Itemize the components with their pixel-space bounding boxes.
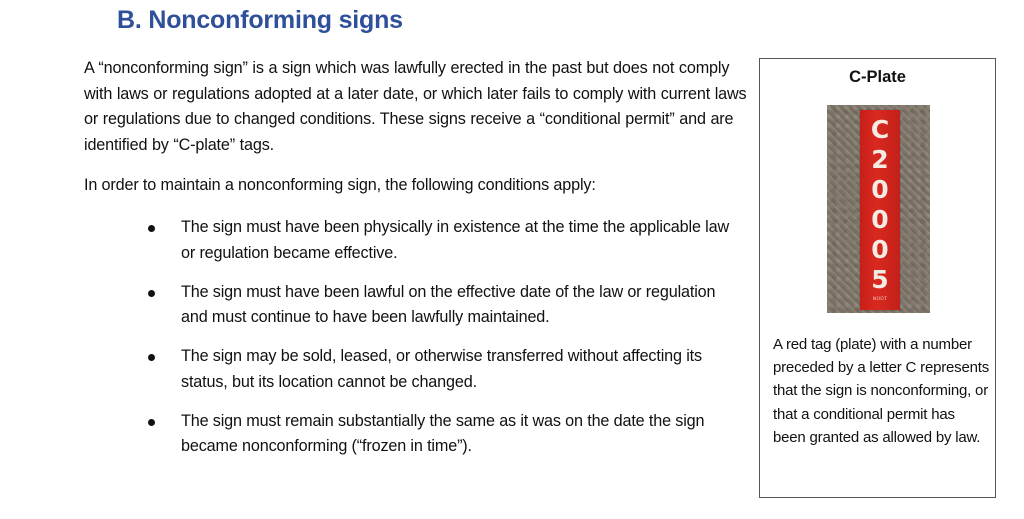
condition-item [146,215,746,266]
c-plate-photo [827,105,930,313]
sidebox-caption: A red tag (plate) with a number preceded by a letter C represents that the sign is nonconforming, or that a conditional permit has been granted as allowed by law. [773,336,990,446]
bullet-icon [148,354,155,361]
conditions-lead: In order to maintain a nonconforming sign, the following conditions apply: [84,176,596,194]
red-plate-tag [860,110,900,310]
intro-paragraph: A “nonconforming sign” is a sign which was lawfully erected in the past but does not comply with laws or regulations adopted at a later date, or which later fails to comply with current laws or regulations due to changed conditions. These signs receive a “conditional permit” and are identified by “C-plate” tags. [84,59,747,154]
condition-item [146,409,746,460]
condition-item [146,280,746,331]
condition-text: The sign must remain substantially the same as it was on the date the sign became nonconforming (“frozen in time”). [181,411,705,455]
bullet-icon [148,290,155,297]
plate-character: 0 [871,235,889,264]
plate-character: C [870,115,890,144]
plate-character: 5 [871,265,889,294]
condition-text: The sign must have been physically in existence at the time the applicable law or regulation became effective. [181,218,729,262]
condition-item [146,344,746,395]
condition-text: The sign may be sold, leased, or otherwise transferred without affecting its status, but its location cannot be changed. [181,347,702,391]
bullet-icon [148,225,155,232]
condition-text: The sign must have been lawful on the effective date of the law or regulation and must continue to have been lawfully maintained. [181,282,716,326]
plate-character: 0 [871,175,889,204]
plate-character: 2 [871,145,889,174]
conditions-list [146,215,746,473]
section-heading: B. Nonconforming signs [117,6,403,34]
plate-small-text: NOOT [872,297,888,302]
c-plate-sidebox [759,58,996,498]
plate-character: 0 [871,205,889,234]
bullet-icon [148,419,155,426]
sidebox-title: C-Plate [849,68,906,86]
